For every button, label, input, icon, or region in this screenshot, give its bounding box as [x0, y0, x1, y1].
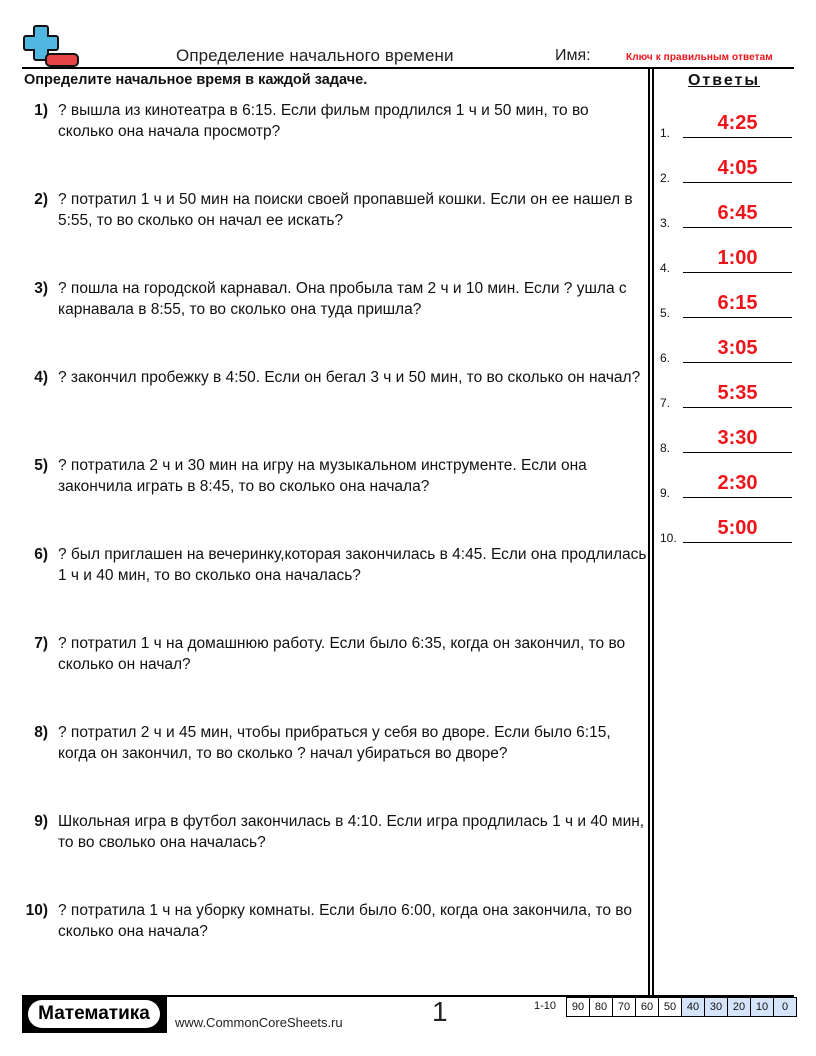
answer-column-divider	[648, 69, 654, 996]
answer-4	[660, 245, 794, 275]
worksheet-title: Определение начального времени	[176, 46, 454, 65]
answer-index: 8.	[660, 441, 671, 455]
brand-badge	[22, 995, 167, 1033]
answer-line	[683, 227, 792, 228]
problem-number: 1)	[34, 102, 48, 119]
site-url: www.CommonCoreSheets.ru	[175, 1015, 343, 1030]
answer-2	[660, 155, 794, 185]
answer-value: 5:00	[717, 517, 758, 539]
answer-6	[660, 335, 794, 365]
answer-value: 3:05	[717, 337, 758, 359]
answer-index: 3.	[660, 216, 671, 230]
score-cell: 50	[659, 997, 682, 1017]
problem-text: ? потратил 1 ч и 50 мин на поиски своей пропавшей кошки. Если он ее нашел в 5:55, то во сколько он начал ее искать?	[58, 191, 633, 229]
answer-value: 6:15	[717, 292, 758, 314]
problem-number: 5)	[34, 457, 48, 474]
score-cell: 90	[566, 997, 590, 1017]
instructions: Определите начальное время в каждой задаче.	[24, 72, 368, 88]
answer-line	[683, 542, 792, 543]
answer-value: 6:45	[717, 202, 758, 224]
answer-5	[660, 290, 794, 320]
score-cell: 80	[590, 997, 613, 1017]
answer-index: 9.	[660, 486, 671, 500]
answer-key-label: Ключ к правильным ответам	[626, 52, 773, 63]
plus-minus-logo-icon	[22, 24, 80, 68]
score-cell: 40	[682, 997, 705, 1017]
answer-9	[660, 470, 794, 500]
answer-line	[683, 497, 792, 498]
answer-index: 5.	[660, 306, 671, 320]
problem-number: 10)	[25, 902, 48, 919]
problem-number: 3)	[34, 280, 48, 297]
answer-line	[683, 407, 792, 408]
problem-text: ? потратил 2 ч и 45 мин, чтобы прибраться у себя во дворе. Если было 6:15, когда он закончил, то во сколько ? начал убираться во дворе?	[58, 724, 611, 762]
problem-text: ? потратил 1 ч на домашнюю работу. Если было 6:35, когда он закончил, то во сколько он начал?	[58, 635, 626, 673]
answer-line	[683, 362, 792, 363]
name-label: Имя:	[555, 47, 591, 64]
problem-number: 6)	[34, 546, 48, 563]
answer-value: 4:25	[717, 112, 758, 134]
answer-value: 2:30	[717, 472, 758, 494]
answer-10	[660, 515, 794, 545]
score-cell: 10	[751, 997, 774, 1017]
answer-index: 7.	[660, 396, 671, 410]
problem-text: ? вышла из кинотеатра в 6:15. Если фильм продлился 1 ч и 50 мин, то во сколько она начала просмотр?	[58, 102, 589, 140]
problem-text: Школьная игра в футбол закончилась в 4:10. Если игра продлилась 1 ч и 40 мин, то во сволько она началась?	[58, 813, 645, 851]
problem-number: 7)	[34, 635, 48, 652]
answer-line	[683, 272, 792, 273]
problem-number: 2)	[34, 191, 48, 208]
score-cell: 0	[774, 997, 797, 1017]
problem-number: 4)	[34, 369, 48, 386]
score-cell: 60	[636, 997, 659, 1017]
problem-text: ? пошла на городской карнавал. Она пробыла там 2 ч и 10 мин. Если ? ушла с карнавала в 8:55, то во сколько она туда пришла?	[58, 280, 627, 318]
answer-index: 6.	[660, 351, 671, 365]
answer-3	[660, 200, 794, 230]
answer-1	[660, 110, 794, 140]
answer-index: 2.	[660, 171, 671, 185]
answer-index: 4.	[660, 261, 671, 275]
problem-text: ? закончил пробежку в 4:50. Если он бегал 3 ч и 50 мин, то во сколько он начал?	[58, 369, 641, 386]
answer-8	[660, 425, 794, 455]
answer-index: 1.	[660, 126, 671, 140]
answer-value: 3:30	[717, 427, 758, 449]
brand-label: Математика	[28, 1000, 160, 1028]
score-table	[532, 997, 797, 1016]
score-cell: 70	[613, 997, 636, 1017]
score-range: 1-10	[534, 1000, 557, 1012]
problem-text: ? потратила 2 ч и 30 мин на игру на музыкальном инструменте. Если она закончила играть в 8:45, то во сколько она начала?	[58, 457, 587, 495]
score-cell: 20	[728, 997, 751, 1017]
problem-text: ? был приглашен на вечеринку,которая закончилась в 4:45. Если она продлилась 1 ч и 40 мин, то во сколько она началась?	[58, 546, 647, 584]
answer-value: 1:00	[717, 247, 758, 269]
problem-number: 8)	[34, 724, 48, 741]
answer-7	[660, 380, 794, 410]
header-divider	[22, 67, 794, 69]
answer-index: 10.	[660, 531, 677, 545]
problem-text: ? потратила 1 ч на уборку комнаты. Если было 6:00, когда она закончила, то во сколько она начала?	[58, 902, 632, 940]
score-cell: 30	[705, 997, 728, 1017]
problem-number: 9)	[34, 813, 48, 830]
answers-title: Ответы	[687, 72, 761, 89]
answer-value: 5:35	[717, 382, 758, 404]
answer-line	[683, 182, 792, 183]
answer-line	[683, 317, 792, 318]
answer-line	[683, 137, 792, 138]
answer-line	[683, 452, 792, 453]
page-number: 1	[432, 996, 448, 1027]
answer-value: 4:05	[717, 157, 758, 179]
